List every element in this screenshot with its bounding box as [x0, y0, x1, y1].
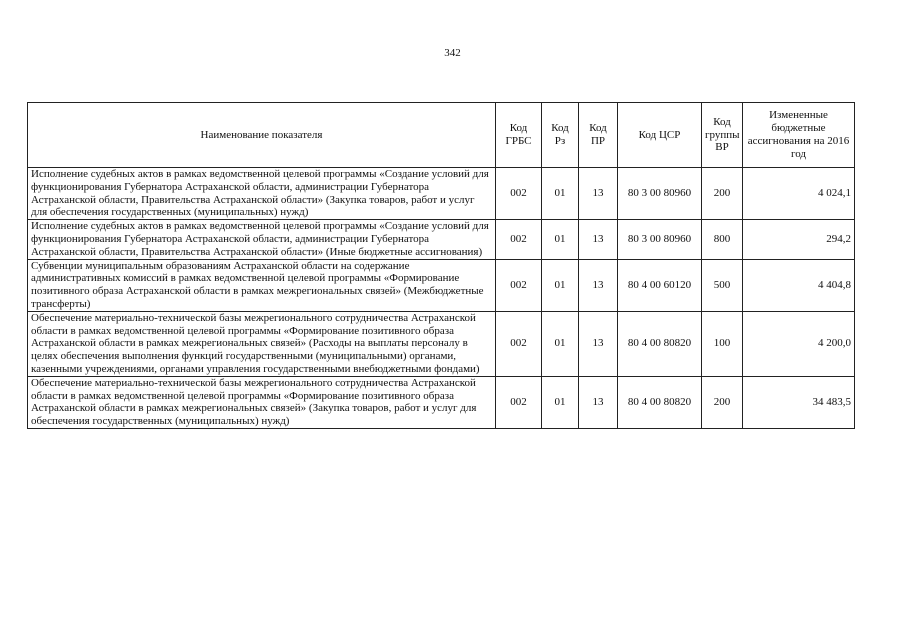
row-vr: 500 — [702, 259, 743, 311]
budget-table — [27, 102, 855, 429]
row-csr: 80 4 00 80820 — [618, 311, 702, 376]
row-vr: 200 — [702, 376, 743, 428]
row-amount: 294,2 — [743, 220, 855, 259]
row-amount: 34 483,5 — [743, 376, 855, 428]
page-number: 342 — [444, 47, 461, 59]
row-grbs: 002 — [496, 220, 542, 259]
header-amount: Измененные бюджетные ассигнования на 2016 год — [743, 103, 855, 168]
table-row — [28, 259, 855, 311]
row-name: Обеспечение материально-технической базы межрегионального сотрудничества Астраханской области в рамках ведомственной целевой программы «Формирование позитивного образа Астраханской области в рамках межрегиональных связей» (Закупка товаров, работ и услуг для обеспечения государственных (муниципальных) нужд) — [28, 376, 496, 428]
row-csr: 80 3 00 80960 — [618, 168, 702, 220]
header-grbs: Код ГРБС — [496, 103, 542, 168]
row-pr: 13 — [579, 311, 618, 376]
row-csr: 80 4 00 80820 — [618, 376, 702, 428]
row-grbs: 002 — [496, 376, 542, 428]
row-pr: 13 — [579, 259, 618, 311]
row-grbs: 002 — [496, 311, 542, 376]
row-name: Обеспечение материально-технической базы межрегионального сотрудничества Астраханской области в рамках ведомственной целевой программы «Формирование позитивного образа Астраханской области в рамках межрегиональных связей» (Расходы на выплаты персоналу в целях обеспечения выполнения функций государственными (муниципальными) органами, казенными учреждениями, органами управления государственными внебюджетными фондами) — [28, 311, 496, 376]
row-rz: 01 — [542, 311, 579, 376]
header-csr: Код ЦСР — [618, 103, 702, 168]
row-csr: 80 4 00 60120 — [618, 259, 702, 311]
table-row — [28, 220, 855, 259]
table-header-row — [28, 103, 855, 168]
table-row — [28, 168, 855, 220]
row-pr: 13 — [579, 376, 618, 428]
row-pr: 13 — [579, 168, 618, 220]
row-vr: 800 — [702, 220, 743, 259]
table-row — [28, 311, 855, 376]
row-rz: 01 — [542, 259, 579, 311]
row-name: Субвенции муниципальным образованиям Астраханской области на содержание административных комиссий в рамках ведомственной целевой программы «Формирование позитивного образа Астраханской области в рамках межрегиональных связей» (Межбюджетные трансферты) — [28, 259, 496, 311]
row-grbs: 002 — [496, 259, 542, 311]
row-name: Исполнение судебных актов в рамках ведомственной целевой программы «Создание условий для функционирования Губернатора Астраханской области, администрации Губернатора Астраханской области, Правительства Астраханской области» (Иные бюджетные ассигнования) — [28, 220, 496, 259]
row-grbs: 002 — [496, 168, 542, 220]
row-rz: 01 — [542, 220, 579, 259]
header-vr: Код группы ВР — [702, 103, 743, 168]
row-amount: 4 024,1 — [743, 168, 855, 220]
row-vr: 100 — [702, 311, 743, 376]
header-name: Наименование показателя — [28, 103, 496, 168]
row-vr: 200 — [702, 168, 743, 220]
header-rz: Код Рз — [542, 103, 579, 168]
row-csr: 80 3 00 80960 — [618, 220, 702, 259]
header-pr: Код ПР — [579, 103, 618, 168]
row-amount: 4 200,0 — [743, 311, 855, 376]
table-row — [28, 376, 855, 428]
row-rz: 01 — [542, 376, 579, 428]
row-name: Исполнение судебных актов в рамках ведомственной целевой программы «Создание условий для функционирования Губернатора Астраханской области, администрации Губернатора Астраханской области, Правительства Астраханской области» (Закупка товаров, работ и услуг для обеспечения государственных (муниципальных) нужд) — [28, 168, 496, 220]
row-rz: 01 — [542, 168, 579, 220]
row-pr: 13 — [579, 220, 618, 259]
row-amount: 4 404,8 — [743, 259, 855, 311]
